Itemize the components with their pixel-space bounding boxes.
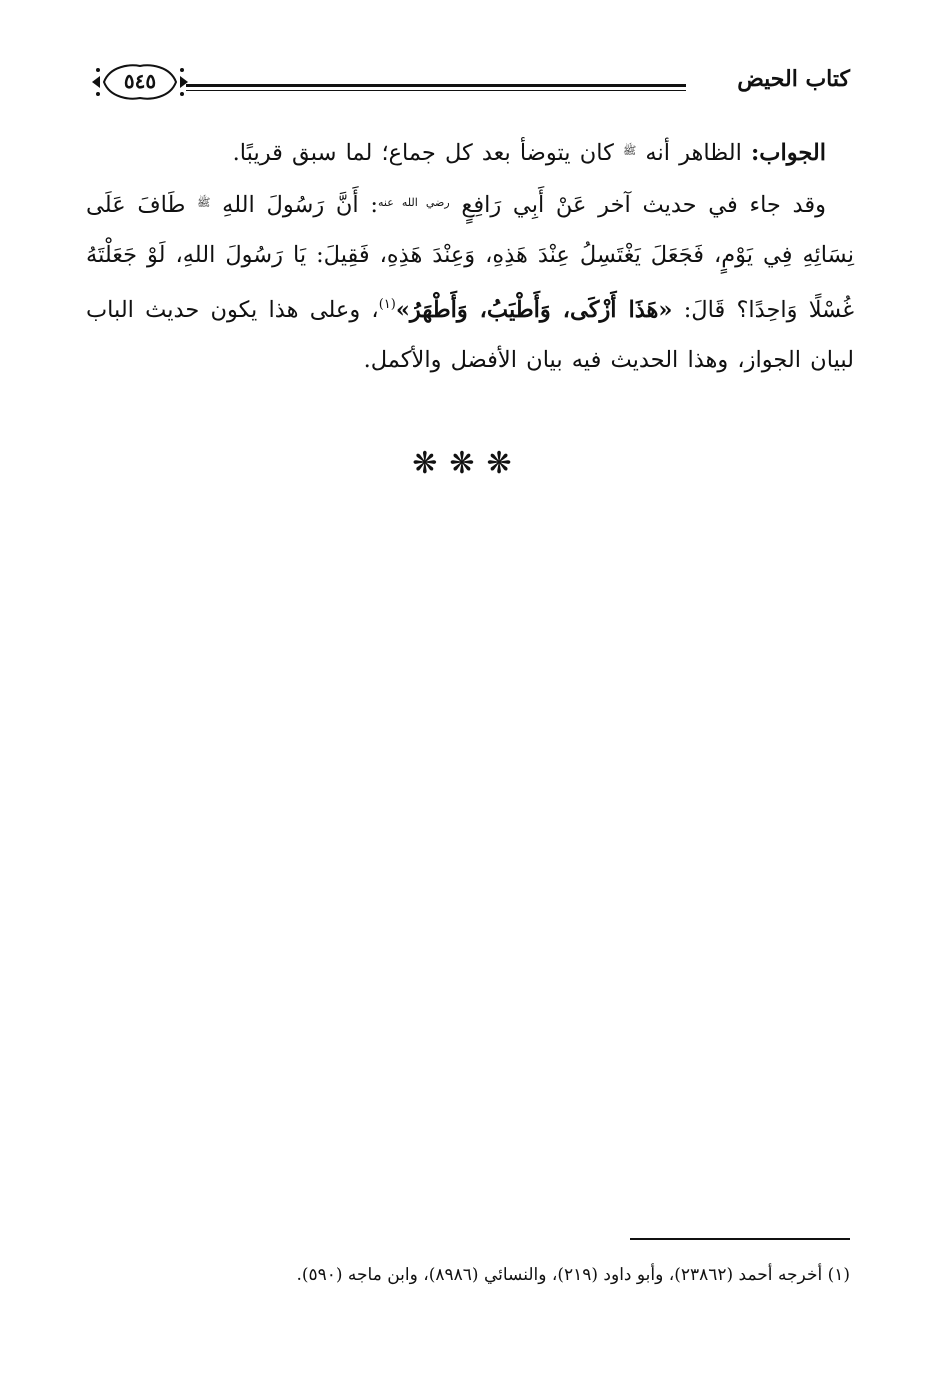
page-number: ٥٤٥ <box>123 69 157 93</box>
body-text <box>86 126 854 385</box>
hadith-text-part: وقد جاء في حديث آخر عَنْ أَبِي رَافِعٍ <box>449 192 826 218</box>
answer-paragraph <box>86 126 854 178</box>
footnote-reference: (١) <box>378 297 396 312</box>
section-divider: ❋❋❋ <box>412 446 524 481</box>
hadith-quote: «هَذَا أَزْكَى، وَأَطْيَبُ، وَأَطْهَرُ» <box>395 297 673 323</box>
answer-label: الجواب: <box>751 140 826 166</box>
hadith-text-part: : أَنَّ رَسُولَ اللهِ <box>210 192 378 218</box>
hadith-paragraph <box>86 178 854 385</box>
page-header <box>90 56 850 104</box>
hadith-text-part: ، وعلى هذا يكون حديث الباب لبيان الجواز، وهذا الحديث فيه بيان الأفضل والأكمل. <box>86 297 854 373</box>
footnote: (١) أخرجه أحمد (٢٣٨٦٢)، وأبو داود (٢١٩)، والنسائي (٨٩٨٦)، وابن ماجه (٥٩٠). <box>296 1265 850 1285</box>
radiya-glyph: رضي الله عنه <box>377 196 450 209</box>
chapter-title: كتاب الحيض <box>737 66 850 92</box>
salawat-glyph: ﷺ <box>197 196 211 209</box>
header-rule-thin <box>186 90 686 91</box>
answer-text-part: الظاهر أنه <box>636 140 751 166</box>
header-rule <box>186 84 686 87</box>
footnote-rule <box>630 1238 850 1240</box>
hadith-text-part: طَافَ عَلَى نِسَائِهِ فِي يَوْمٍ، فَجَعَلَ يَغْتَسِلُ عِنْدَ هَذِهِ، وَعِنْدَ هَذِهِ، فَقِيلَ: يَا رَسُولَ اللهِ، لَوْ جَعَلْتَهُ غُسْلًا وَاحِدًا؟ قَالَ: <box>86 192 854 323</box>
page-number-ornament <box>90 60 190 104</box>
answer-text-part: كان يتوضأ بعد كل جماع؛ لما سبق قريبًا. <box>232 140 623 166</box>
salawat-glyph: ﷺ <box>622 144 637 157</box>
